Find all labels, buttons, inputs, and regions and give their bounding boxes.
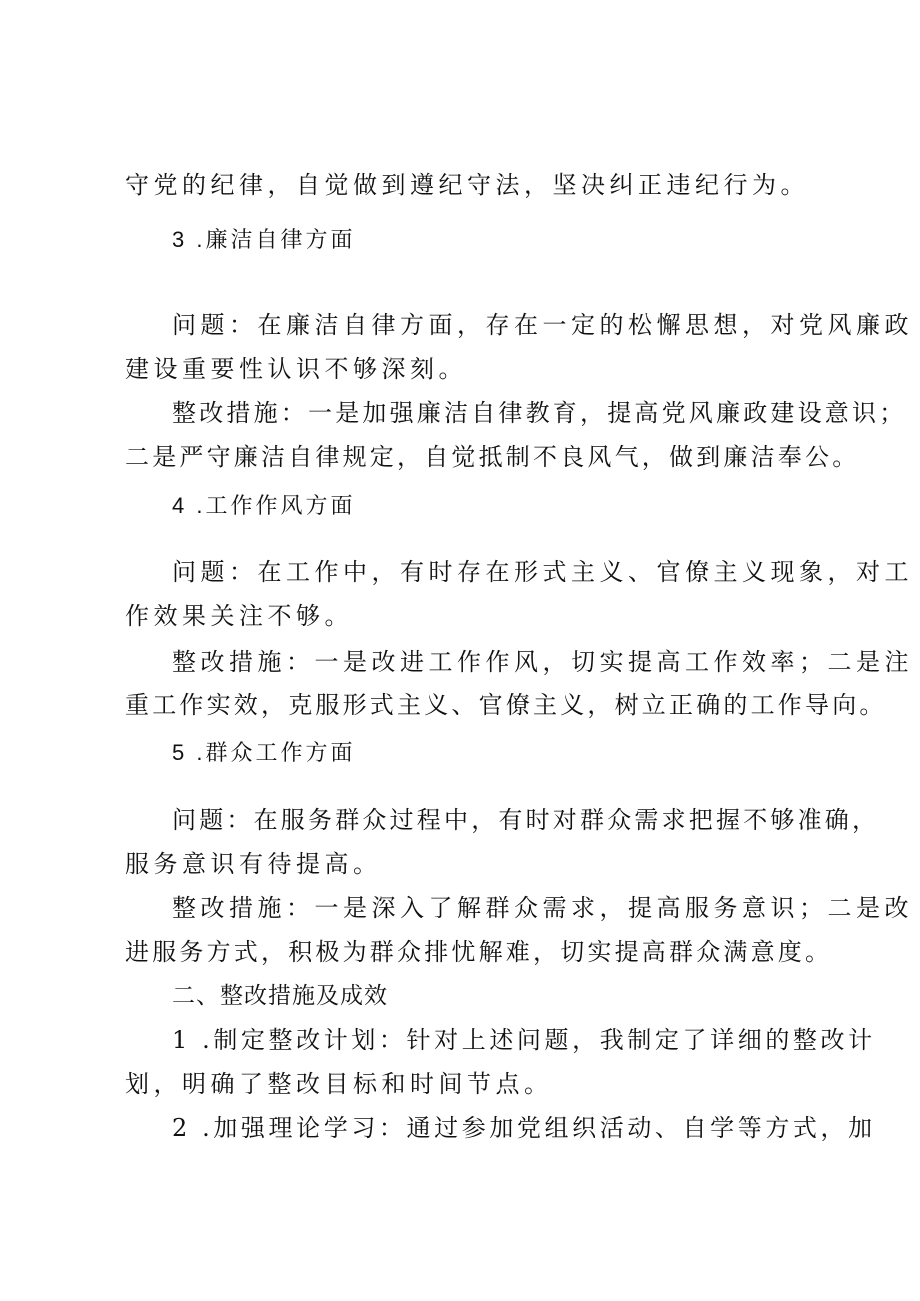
measure-4-line-2: 重工作实效，克服形式主义、官僚主义，树立正确的工作导向。 (125, 691, 887, 719)
problem-3-line-2: 建设重要性认识不够深刻。 (125, 355, 467, 383)
subheading-4: 4 .工作作风方面 (172, 493, 356, 518)
problem-5-line-2: 服务意识有待提高。 (125, 850, 382, 878)
problem-3-line-1: 问题：在廉洁自律方面，存在一定的松懈思想，对党风廉政 (172, 311, 913, 339)
section-heading-2: 二、整改措施及成效 (172, 983, 388, 1009)
problem-4-line-2: 作效果关注不够。 (125, 602, 353, 630)
problem-4-line-1: 问题：在工作中，有时存在形式主义、官僚主义现象，对工 (172, 558, 913, 586)
measure-5-line-2: 进服务方式，积极为群众排忧解难，切实提高群众满意度。 (125, 938, 833, 966)
subheading-3: 3 .廉洁自律方面 (172, 227, 356, 252)
measure-5-line-1: 整改措施：一是深入了解群众需求，提高服务意识；二是改 (172, 894, 913, 922)
item-1-line-2: 划，明确了整改目标和时间节点。 (125, 1070, 553, 1098)
problem-5-line-1: 问题：在服务群众过程中，有时对群众需求把握不够准确， (172, 806, 880, 834)
item-2-line-1: 2 .加强理论学习：通过参加党组织活动、自学等方式，加 (172, 1114, 876, 1142)
measure-3-line-1: 整改措施：一是加强廉洁自律教育，提高党风廉政建设意识； (172, 399, 907, 427)
measure-4-line-1: 整改措施：一是改进工作作风，切实提高工作效率；二是注 (172, 648, 913, 676)
subheading-5: 5 .群众工作方面 (172, 740, 356, 765)
measure-3-line-2: 二是严守廉洁自律规定，自觉抵制不良风气，做到廉洁奉公。 (125, 443, 860, 471)
paragraph-continuation: 守党的纪律，自觉做到遵纪守法，坚决纠正违纪行为。 (125, 171, 809, 199)
item-1-line-1: 1 .制定整改计划：针对上述问题，我制定了详细的整改计 (172, 1026, 876, 1054)
